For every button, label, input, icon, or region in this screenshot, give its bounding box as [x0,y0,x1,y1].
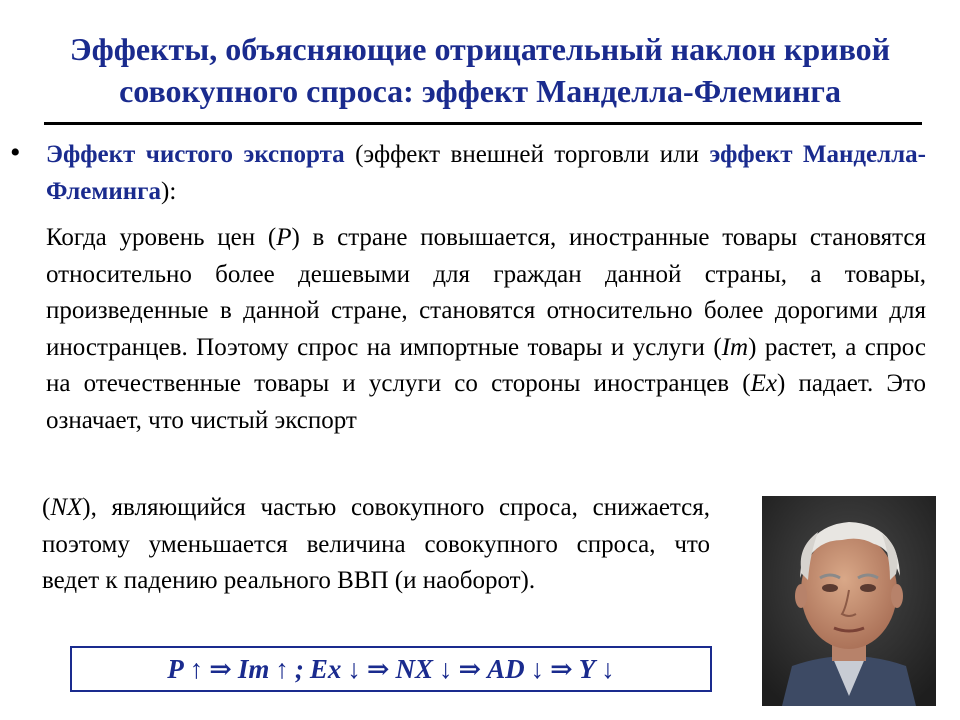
bullet-heading-paragraph [46,137,926,210]
body-text-5: ( [42,494,51,521]
bullet-heading-alt: эффект Манделла-Флеминга [46,141,927,205]
var-exports: Ex [750,370,777,397]
arrow-down-icon: ↓ [530,653,545,684]
body-paragraph-lower [42,490,710,600]
body-text-3: ) растет, а спрос на отечественные товары и услуги со стороны иностранцев ( [46,333,926,397]
bullet-heading: Эффект чистого экспорта [46,141,345,168]
var-imports: Im [721,333,749,361]
formula-imports: Im [237,653,270,684]
body-text-4: ) падает. Это означает, что чистый экспорт [46,370,926,434]
formula-price: P [167,653,184,684]
implies-icon: ⇒ [550,653,573,684]
slide-title [0,28,960,112]
body-paragraph-upper [46,220,926,439]
implies-icon: ⇒ [209,653,232,684]
var-net-exports: NX [50,494,83,521]
formula-aggregate-demand: AD [487,653,525,684]
formula-semicolon: ; [294,653,304,684]
bullet-heading-paren-open: (эффект внешней торговли или [344,141,710,168]
arrow-down-icon: ↓ [347,653,361,684]
arrow-down-icon: ↓ [601,653,615,684]
arrow-down-icon: ↓ [439,653,453,684]
body-text-1: Когда уровень цен ( [46,224,277,251]
formula-net-exports: NX [395,653,434,684]
portrait-photo [762,496,936,706]
slide-title-line-2: совокупного спроса: эффект Манделла-Флеминга [119,73,841,109]
implies-icon: ⇒ [458,653,482,684]
implies-icon: ⇒ [366,653,390,684]
portrait-illustration [762,496,936,706]
formula-output: Y [578,653,596,684]
formula-exports: Ex [309,653,342,684]
arrow-up-icon: ↑ [189,653,204,684]
body-text-6: ), являющийся частью совокупного спроса, снижается, поэтому уменьшается величина совокупного спроса, что ведет к падению реального ВВП (и наоборот). [42,494,710,594]
var-price: P [276,224,292,251]
bullet-heading-paren-close: ): [161,177,177,205]
title-divider [44,122,922,125]
slide-title-line-1: Эффекты, объясняющие отрицательный наклон кривой [69,31,891,67]
bullet-icon: • [10,136,21,169]
body-text-2: ) в стране повышается, иностранные товары становятся относительно более дешевыми для граждан данной страны, а товары, произведенные в данной стране, становятся относительно более дорогими для иностранцев. Поэтому спрос на импортные товары и услуги ( [46,224,926,361]
formula-box [70,646,712,692]
arrow-up-icon: ↑ [275,653,289,684]
